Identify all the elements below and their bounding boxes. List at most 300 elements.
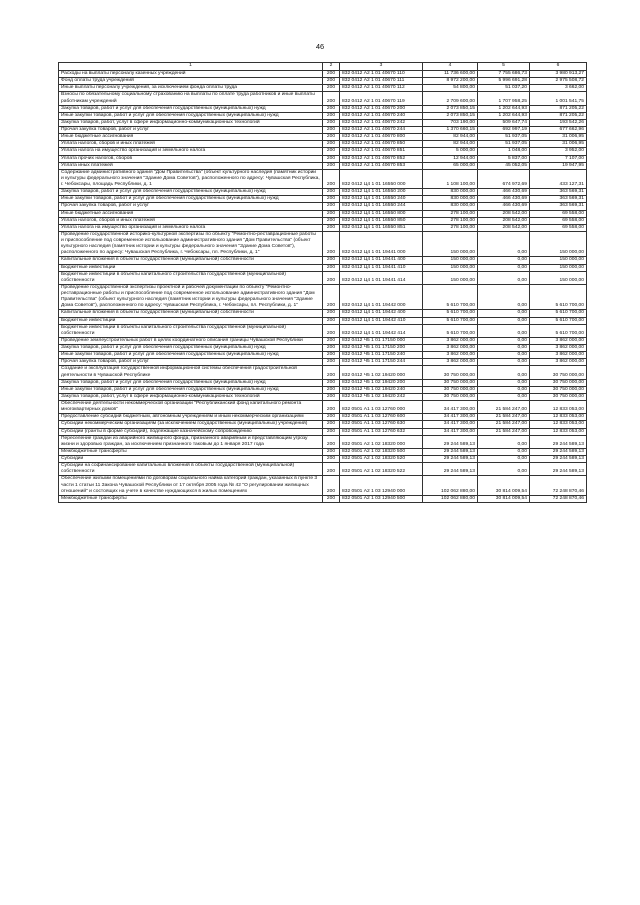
row-approved-amount: 5 610 700,00: [423, 324, 478, 337]
row-line-code: 200: [323, 257, 340, 264]
column-header: 5: [478, 63, 530, 71]
table-row: [59, 85, 587, 92]
row-line-code: 200: [323, 448, 340, 455]
table-row: [59, 401, 587, 414]
row-line-code: 200: [323, 337, 340, 344]
table-row: [59, 495, 587, 502]
row-unexecuted-amount: 5 610 700,00: [530, 324, 587, 337]
row-unexecuted-amount: 12 833 053,00: [530, 421, 587, 428]
budget-execution-table: [58, 62, 587, 503]
table-row: [59, 379, 587, 386]
row-budget-code: 832 0501 А2 1 02 18320 000: [340, 435, 423, 448]
row-approved-amount: 5 610 700,00: [423, 317, 478, 324]
row-budget-code: 832 0412 Ц4 1 01 19442 000: [340, 284, 423, 310]
row-description: Иные закупки товаров, работ и услуг для обеспечения государственных (муниципальных) нужд: [59, 112, 323, 119]
row-line-code: 200: [323, 386, 340, 393]
row-unexecuted-amount: 5 610 700,00: [530, 317, 587, 324]
row-budget-code: 832 0501 А2 1 02 18320 522: [340, 463, 423, 476]
row-unexecuted-amount: 3 862 000,00: [530, 345, 587, 352]
row-executed-amount: 208 542,00: [478, 210, 530, 217]
row-budget-code: 832 0412 А2 1 01 40670 244: [340, 127, 423, 134]
table-row: [59, 476, 587, 495]
row-executed-amount: 21 584 247,00: [478, 428, 530, 435]
row-executed-amount: 1 202 644,93: [478, 112, 530, 119]
row-description: Содержание административного здания "Дом Правительства" (объект культурного наследия (памятник истории и культуры федерального значения "Здание Дома Советов"), расположенного по адресу: Чувашская Республика, г. Чебоксары, площадь Республики, д. 1: [59, 169, 323, 188]
row-description: Прочая закупка товаров, работ и услуг: [59, 127, 323, 134]
row-budget-code: 832 0412 А2 1 01 40670 853: [340, 162, 423, 169]
row-approved-amount: 30 750 000,00: [423, 393, 478, 400]
row-approved-amount: 1 370 660,15: [423, 127, 478, 134]
row-budget-code: 832 0412 Ц4 1 01 19441 414: [340, 271, 423, 284]
row-description: Уплата налогов, сборов и иных платежей: [59, 217, 323, 224]
row-unexecuted-amount: 150 000,00: [530, 271, 587, 284]
row-description: Проведение государственной историко-культурной экспертизы по объекту "Ремонтно-реставрационные работы и приспособление под современное использование административного здания "Дом Правительства" (объект культурного наследия (памятник истории и культуры федерального значения "Здание Дома Советов"), расположенного по адресу: Чувашская Республика, г. Чебоксары, пл. Республики, д. 1": [59, 231, 323, 257]
row-budget-code: 832 0412 Ч5 1 01 17150 000: [340, 337, 423, 344]
row-approved-amount: 1 108 100,00: [423, 169, 478, 188]
row-executed-amount: 51 037,20: [478, 85, 530, 92]
row-executed-amount: 0,00: [478, 337, 530, 344]
row-line-code: 200: [323, 189, 340, 196]
row-executed-amount: 51 937,05: [478, 134, 530, 141]
row-description: Переселение граждан из аварийного жилищного фонда, признанного аварийным и представляющим угрозу жизни и здоровью граждан, за исключением признанного таковым до 1 января 2017 года: [59, 435, 323, 448]
row-executed-amount: 7 755 686,73: [478, 71, 530, 78]
row-line-code: 200: [323, 271, 340, 284]
table-row: [59, 217, 587, 224]
row-description: Закупка товаров, работ и услуг для обеспечения государственных (муниципальных) нужд: [59, 379, 323, 386]
row-line-code: 200: [323, 148, 340, 155]
row-line-code: 200: [323, 379, 340, 386]
row-description: Капитальные вложения в объекты государственной (муниципальной) собственности: [59, 257, 323, 264]
table-row: [59, 324, 587, 337]
page-number: 46: [315, 42, 325, 51]
row-approved-amount: 34 417 300,00: [423, 414, 478, 421]
row-approved-amount: 29 244 589,13: [423, 448, 478, 455]
table-row: [59, 119, 587, 126]
row-unexecuted-amount: 30 750 000,00: [530, 393, 587, 400]
row-unexecuted-amount: 29 244 589,13: [530, 448, 587, 455]
row-executed-amount: 21 584 247,00: [478, 414, 530, 421]
row-budget-code: 832 0412 А2 1 01 40670 851: [340, 148, 423, 155]
row-description: Субсидии на софинансирование капитальных вложений в объекты государственной (муниципальной) собственности: [59, 463, 323, 476]
row-budget-code: 832 0412 А2 1 01 40670 240: [340, 112, 423, 119]
row-approved-amount: 2 709 600,00: [423, 92, 478, 105]
row-executed-amount: 692 997,19: [478, 127, 530, 134]
row-approved-amount: 3 862 000,00: [423, 337, 478, 344]
row-budget-code: 832 0412 А2 1 01 40670 200: [340, 105, 423, 112]
row-line-code: 200: [323, 217, 340, 224]
row-line-code: 200: [323, 324, 340, 337]
row-executed-amount: 208 542,00: [478, 217, 530, 224]
row-line-code: 200: [323, 112, 340, 119]
row-unexecuted-amount: 3 980 913,27: [530, 71, 587, 78]
row-budget-code: 832 0412 Ч5 1 01 17150 244: [340, 359, 423, 366]
row-budget-code: 832 0412 Ц4 1 01 16550 851: [340, 224, 423, 231]
row-description: Иные закупки товаров, работ и услуг для обеспечения государственных (муниципальных) нужд: [59, 386, 323, 393]
row-executed-amount: 0,00: [478, 393, 530, 400]
table-row: [59, 284, 587, 310]
row-executed-amount: 0,00: [478, 386, 530, 393]
table-row: [59, 141, 587, 148]
row-description: Межбюджетные трансферты: [59, 495, 323, 502]
table-row: [59, 92, 587, 105]
table-row: [59, 421, 587, 428]
row-approved-amount: 29 244 589,13: [423, 456, 478, 463]
column-header: 3: [340, 63, 423, 71]
row-line-code: 200: [323, 428, 340, 435]
column-header: 2: [323, 63, 340, 71]
row-approved-amount: 29 244 589,13: [423, 463, 478, 476]
row-budget-code: 832 0412 Ч5 1 02 19420 200: [340, 379, 423, 386]
row-line-code: 200: [323, 435, 340, 448]
row-approved-amount: 5 610 700,00: [423, 310, 478, 317]
row-executed-amount: 5 996 691,28: [478, 78, 530, 85]
row-executed-amount: 0,00: [478, 257, 530, 264]
row-description: Бюджетные инвестиции: [59, 317, 323, 324]
row-approved-amount: 830 000,00: [423, 203, 478, 210]
row-description: Уплата налогов, сборов и иных платежей: [59, 141, 323, 148]
row-line-code: 200: [323, 495, 340, 502]
row-unexecuted-amount: 69 558,00: [530, 210, 587, 217]
column-header: 4: [423, 63, 478, 71]
row-unexecuted-amount: 871 205,22: [530, 105, 587, 112]
row-unexecuted-amount: 72 248 870,46: [530, 495, 587, 502]
row-approved-amount: 278 100,00: [423, 217, 478, 224]
row-description: Иные закупки товаров, работ и услуг для обеспечения государственных (муниципальных) нужд: [59, 196, 323, 203]
row-unexecuted-amount: 69 558,00: [530, 217, 587, 224]
row-line-code: 200: [323, 317, 340, 324]
table-row: [59, 428, 587, 435]
row-budget-code: 832 0412 А2 1 01 40670 111: [340, 78, 423, 85]
row-unexecuted-amount: 5 610 700,00: [530, 310, 587, 317]
row-executed-amount: 0,00: [478, 231, 530, 257]
row-description: Взносы по обязательному социальному страхованию на выплаты по оплате труда работников и иные выплаты работникам учреждений: [59, 92, 323, 105]
row-budget-code: 832 0412 А2 1 01 40670 800: [340, 134, 423, 141]
row-description: Закупка товаров, работ, услуг в сфере информационно-коммуникационных технологий: [59, 393, 323, 400]
row-budget-code: 832 0501 А1 1 03 12760 630: [340, 421, 423, 428]
row-budget-code: 832 0412 Ц4 1 01 19441 000: [340, 231, 423, 257]
row-description: Бюджетные инвестиции: [59, 264, 323, 271]
row-approved-amount: 278 100,00: [423, 224, 478, 231]
row-budget-code: 832 0412 А2 1 01 40670 119: [340, 92, 423, 105]
row-executed-amount: 466 430,69: [478, 189, 530, 196]
row-unexecuted-amount: 363 569,31: [530, 203, 587, 210]
table-row: [59, 264, 587, 271]
table-row: [59, 134, 587, 141]
table-row: [59, 203, 587, 210]
row-line-code: 200: [323, 224, 340, 231]
row-line-code: 200: [323, 463, 340, 476]
table-row: [59, 71, 587, 78]
row-description: Проведение государственной экспертизы проектной и рабочей документации по объекту "Ремонтно-реставрационные работы и приспособление под современное использование административного здания "Дом Правительства" (объект культурного наследия (памятник истории и культуры федерального значения "Здание Дома Советов"), расположенного по адресу: Чувашская Республика, г. Чебоксары, пл. Республики, д. 1": [59, 284, 323, 310]
row-budget-code: 832 0412 Ц4 1 01 16550 800: [340, 210, 423, 217]
row-executed-amount: 0,00: [478, 456, 530, 463]
row-description: Иные бюджетные ассигнования: [59, 134, 323, 141]
row-unexecuted-amount: 3 862 000,00: [530, 337, 587, 344]
table-row: [59, 352, 587, 359]
table-row: [59, 463, 587, 476]
row-approved-amount: 150 000,00: [423, 257, 478, 264]
row-executed-amount: 0,00: [478, 345, 530, 352]
row-unexecuted-amount: 3 662,00: [530, 85, 587, 92]
row-approved-amount: 34 417 300,00: [423, 428, 478, 435]
row-description: Субсидии: [59, 456, 323, 463]
table-row: [59, 148, 587, 155]
row-approved-amount: 150 000,00: [423, 264, 478, 271]
row-line-code: 200: [323, 155, 340, 162]
row-unexecuted-amount: 150 000,00: [530, 264, 587, 271]
row-approved-amount: 65 000,00: [423, 162, 478, 169]
table-row: [59, 112, 587, 119]
row-description: Иные выплаты персоналу учреждений, за исключением фонда оплаты труда: [59, 85, 323, 92]
table-row: [59, 414, 587, 421]
row-line-code: 200: [323, 476, 340, 495]
row-unexecuted-amount: 29 244 589,13: [530, 463, 587, 476]
row-line-code: 200: [323, 414, 340, 421]
row-approved-amount: 8 972 200,00: [423, 78, 478, 85]
row-budget-code: 832 0412 Ц4 1 01 19441 410: [340, 264, 423, 271]
row-budget-code: 832 0412 А2 1 01 40670 852: [340, 155, 423, 162]
table-row: [59, 78, 587, 85]
row-unexecuted-amount: 5 610 700,00: [530, 284, 587, 310]
row-unexecuted-amount: 3 862 000,00: [530, 359, 587, 366]
row-unexecuted-amount: 69 558,00: [530, 224, 587, 231]
row-unexecuted-amount: 677 662,96: [530, 127, 587, 134]
row-executed-amount: 674 972,69: [478, 169, 530, 188]
row-executed-amount: 0,00: [478, 359, 530, 366]
row-budget-code: 832 0412 Ц4 1 01 16550 200: [340, 189, 423, 196]
row-line-code: 200: [323, 78, 340, 85]
row-budget-code: 832 0412 Ц4 1 01 19442 400: [340, 310, 423, 317]
row-line-code: 200: [323, 421, 340, 428]
row-budget-code: 832 0412 Ч5 1 02 19420 000: [340, 366, 423, 379]
table-row: [59, 155, 587, 162]
row-description: Фонд оплаты труда учреждений: [59, 78, 323, 85]
row-budget-code: 832 0412 Ц4 1 01 19442 414: [340, 324, 423, 337]
row-description: Иные закупки товаров, работ и услуг для обеспечения государственных (муниципальных) нужд: [59, 352, 323, 359]
table-row: [59, 310, 587, 317]
row-unexecuted-amount: 72 248 870,46: [530, 476, 587, 495]
row-executed-amount: 1 707 958,25: [478, 92, 530, 105]
table-row: [59, 231, 587, 257]
row-budget-code: 832 0501 А2 1 03 12940 000: [340, 476, 423, 495]
row-line-code: 200: [323, 456, 340, 463]
table-row: [59, 317, 587, 324]
row-executed-amount: 45 052,05: [478, 162, 530, 169]
row-line-code: 200: [323, 310, 340, 317]
row-approved-amount: 30 750 000,00: [423, 386, 478, 393]
table-row: [59, 169, 587, 188]
row-description: Прочая закупка товаров, работ и услуг: [59, 359, 323, 366]
row-approved-amount: 29 244 589,13: [423, 435, 478, 448]
row-description: Закупка товаров, работ и услуг для обеспечения государственных (муниципальных) нужд: [59, 345, 323, 352]
row-description: Субсидии некоммерческим организациям (за исключением государственных (муниципальных) учреждений): [59, 421, 323, 428]
row-budget-code: 832 0412 Ч5 1 02 19420 242: [340, 393, 423, 400]
row-approved-amount: 2 073 850,15: [423, 112, 478, 119]
row-unexecuted-amount: 363 569,31: [530, 189, 587, 196]
table-row: [59, 366, 587, 379]
row-approved-amount: 830 000,00: [423, 189, 478, 196]
row-unexecuted-amount: 12 833 053,00: [530, 414, 587, 421]
row-approved-amount: 2 073 850,15: [423, 105, 478, 112]
row-description: Бюджетные инвестиции в объекты капитального строительства государственной (муниципальной) собственности: [59, 271, 323, 284]
row-line-code: 200: [323, 141, 340, 148]
row-unexecuted-amount: 12 833 053,00: [530, 401, 587, 414]
row-line-code: 200: [323, 284, 340, 310]
row-line-code: 200: [323, 85, 340, 92]
table-row: [59, 271, 587, 284]
row-unexecuted-amount: 3 952,00: [530, 148, 587, 155]
row-description: Закупка товаров, работ и услуг для обеспечения государственных (муниципальных) нужд: [59, 189, 323, 196]
row-unexecuted-amount: 30 750 000,00: [530, 386, 587, 393]
row-executed-amount: 51 937,05: [478, 141, 530, 148]
row-line-code: 200: [323, 127, 340, 134]
row-executed-amount: 0,00: [478, 435, 530, 448]
table-row: [59, 224, 587, 231]
row-approved-amount: 150 000,00: [423, 271, 478, 284]
row-budget-code: 832 0412 Ч5 1 01 17150 240: [340, 352, 423, 359]
row-budget-code: 832 0501 А2 1 03 12940 500: [340, 495, 423, 502]
row-approved-amount: 3 862 000,00: [423, 352, 478, 359]
row-line-code: 200: [323, 401, 340, 414]
row-executed-amount: 0,00: [478, 284, 530, 310]
row-line-code: 200: [323, 71, 340, 78]
row-unexecuted-amount: 871 205,22: [530, 112, 587, 119]
row-executed-amount: 466 430,69: [478, 196, 530, 203]
row-description: Уплата налога на имущество организаций и земельного налога: [59, 224, 323, 231]
table-row: [59, 386, 587, 393]
row-unexecuted-amount: 31 006,95: [530, 134, 587, 141]
row-description: Уплата прочих налогов, сборов: [59, 155, 323, 162]
row-description: Обеспечение жилыми помещениями по договорам социального найма категорий граждан, указанных в пункте 3 части 1 статьи 11 Закона Чувашской Республики от 17 октября 2005 года № 42 "О регулировании жилищных отношений" и состоящих на учете в качестве нуждающихся в жилых помещениях: [59, 476, 323, 495]
table-row: [59, 189, 587, 196]
row-approved-amount: 830 000,00: [423, 196, 478, 203]
row-line-code: 200: [323, 352, 340, 359]
row-budget-code: 832 0501 А1 1 03 12760 000: [340, 401, 423, 414]
row-unexecuted-amount: 29 244 589,13: [530, 435, 587, 448]
table-row: [59, 393, 587, 400]
row-budget-code: 832 0412 Ц4 1 01 19441 400: [340, 257, 423, 264]
row-line-code: 200: [323, 119, 340, 126]
row-executed-amount: 21 584 247,00: [478, 401, 530, 414]
row-unexecuted-amount: 12 833 053,00: [530, 428, 587, 435]
row-executed-amount: 0,00: [478, 264, 530, 271]
column-header: 6: [530, 63, 587, 71]
row-approved-amount: 82 944,00: [423, 141, 478, 148]
row-unexecuted-amount: 31 006,95: [530, 141, 587, 148]
row-budget-code: 832 0501 А1 1 03 12760 600: [340, 414, 423, 421]
row-line-code: 200: [323, 366, 340, 379]
row-budget-code: 832 0501 А2 1 02 18320 500: [340, 448, 423, 455]
row-line-code: 200: [323, 196, 340, 203]
table-row: [59, 435, 587, 448]
row-budget-code: 832 0501 А1 1 03 12760 632: [340, 428, 423, 435]
row-description: Закупка товаров, работ и услуг для обеспечения государственных (муниципальных) нужд: [59, 105, 323, 112]
row-budget-code: 832 0412 Ц4 1 01 16550 240: [340, 196, 423, 203]
row-description: Предоставление субсидий бюджетным, автономным учреждениям и иным некоммерческим организациям: [59, 414, 323, 421]
row-unexecuted-amount: 3 862 000,00: [530, 352, 587, 359]
row-approved-amount: 30 750 000,00: [423, 366, 478, 379]
table-row: [59, 127, 587, 134]
row-unexecuted-amount: 30 750 000,00: [530, 379, 587, 386]
row-approved-amount: 3 862 000,00: [423, 359, 478, 366]
row-executed-amount: 30 814 009,54: [478, 495, 530, 502]
row-description: Создание и эксплуатация государственной информационной системы обеспечения градостроительной деятельности в Чувашской Республике: [59, 366, 323, 379]
row-description: Капитальные вложения в объекты государственной (муниципальной) собственности: [59, 310, 323, 317]
row-approved-amount: 5 000,00: [423, 148, 478, 155]
row-executed-amount: 0,00: [478, 463, 530, 476]
row-approved-amount: 278 100,00: [423, 210, 478, 217]
row-executed-amount: 0,00: [478, 352, 530, 359]
row-executed-amount: 0,00: [478, 310, 530, 317]
table-row: [59, 345, 587, 352]
row-executed-amount: 0,00: [478, 448, 530, 455]
row-approved-amount: 150 000,00: [423, 231, 478, 257]
row-description: Межбюджетные трансферты: [59, 448, 323, 455]
row-executed-amount: 208 542,00: [478, 224, 530, 231]
row-unexecuted-amount: 150 000,00: [530, 257, 587, 264]
row-description: Обеспечение деятельности некоммерческой организации "Республиканский фонд капитального ремонта многоквартирных домов": [59, 401, 323, 414]
row-budget-code: 832 0412 Ц4 1 01 16550 244: [340, 203, 423, 210]
row-budget-code: 832 0412 Ч5 1 01 17150 200: [340, 345, 423, 352]
row-approved-amount: 102 062 880,00: [423, 495, 478, 502]
row-approved-amount: 34 417 300,00: [423, 421, 478, 428]
row-executed-amount: 509 647,74: [478, 119, 530, 126]
row-approved-amount: 30 750 000,00: [423, 379, 478, 386]
row-budget-code: 832 0412 Ч5 1 02 19420 240: [340, 386, 423, 393]
row-line-code: 200: [323, 203, 340, 210]
row-line-code: 200: [323, 231, 340, 257]
row-approved-amount: 54 800,00: [423, 85, 478, 92]
table-row: [59, 105, 587, 112]
row-budget-code: 832 0412 А2 1 01 40670 850: [340, 141, 423, 148]
row-line-code: 200: [323, 359, 340, 366]
row-budget-code: 832 0412 А2 1 01 40670 110: [340, 71, 423, 78]
row-approved-amount: 3 862 000,00: [423, 345, 478, 352]
row-description: Проведение землеустроительных работ в целях координатного описания границы Чувашской Республики: [59, 337, 323, 344]
row-line-code: 200: [323, 210, 340, 217]
row-executed-amount: 1 048,00: [478, 148, 530, 155]
row-description: Субсидии (гранты в форме субсидий), подлежащие казначейскому сопровождению: [59, 428, 323, 435]
table-row: [59, 359, 587, 366]
row-unexecuted-amount: 433 127,31: [530, 169, 587, 188]
table-header-row: [59, 63, 587, 71]
column-header: 1: [59, 63, 323, 71]
row-unexecuted-amount: 2 975 508,72: [530, 78, 587, 85]
row-budget-code: 832 0412 Ц4 1 01 16550 000: [340, 169, 423, 188]
row-line-code: 200: [323, 264, 340, 271]
table-row: [59, 257, 587, 264]
row-executed-amount: 1 202 644,93: [478, 105, 530, 112]
row-unexecuted-amount: 193 542,26: [530, 119, 587, 126]
row-unexecuted-amount: 29 244 589,13: [530, 456, 587, 463]
row-line-code: 200: [323, 105, 340, 112]
row-executed-amount: 0,00: [478, 379, 530, 386]
row-description: Бюджетные инвестиции в объекты капитального строительства государственной (муниципальной) собственности: [59, 324, 323, 337]
row-approved-amount: 102 062 880,00: [423, 476, 478, 495]
row-unexecuted-amount: 19 947,95: [530, 162, 587, 169]
row-budget-code: 832 0501 А2 1 02 18320 520: [340, 456, 423, 463]
row-description: Уплата иных платежей: [59, 162, 323, 169]
row-description: Расходы на выплаты персоналу казенных учреждений: [59, 71, 323, 78]
row-unexecuted-amount: 363 569,31: [530, 196, 587, 203]
row-executed-amount: 21 584 247,00: [478, 421, 530, 428]
table-body: [59, 71, 587, 503]
row-executed-amount: 0,00: [478, 366, 530, 379]
row-unexecuted-amount: 150 000,00: [530, 231, 587, 257]
row-line-code: 200: [323, 134, 340, 141]
table-row: [59, 456, 587, 463]
row-description: Иные бюджетные ассигнования: [59, 210, 323, 217]
